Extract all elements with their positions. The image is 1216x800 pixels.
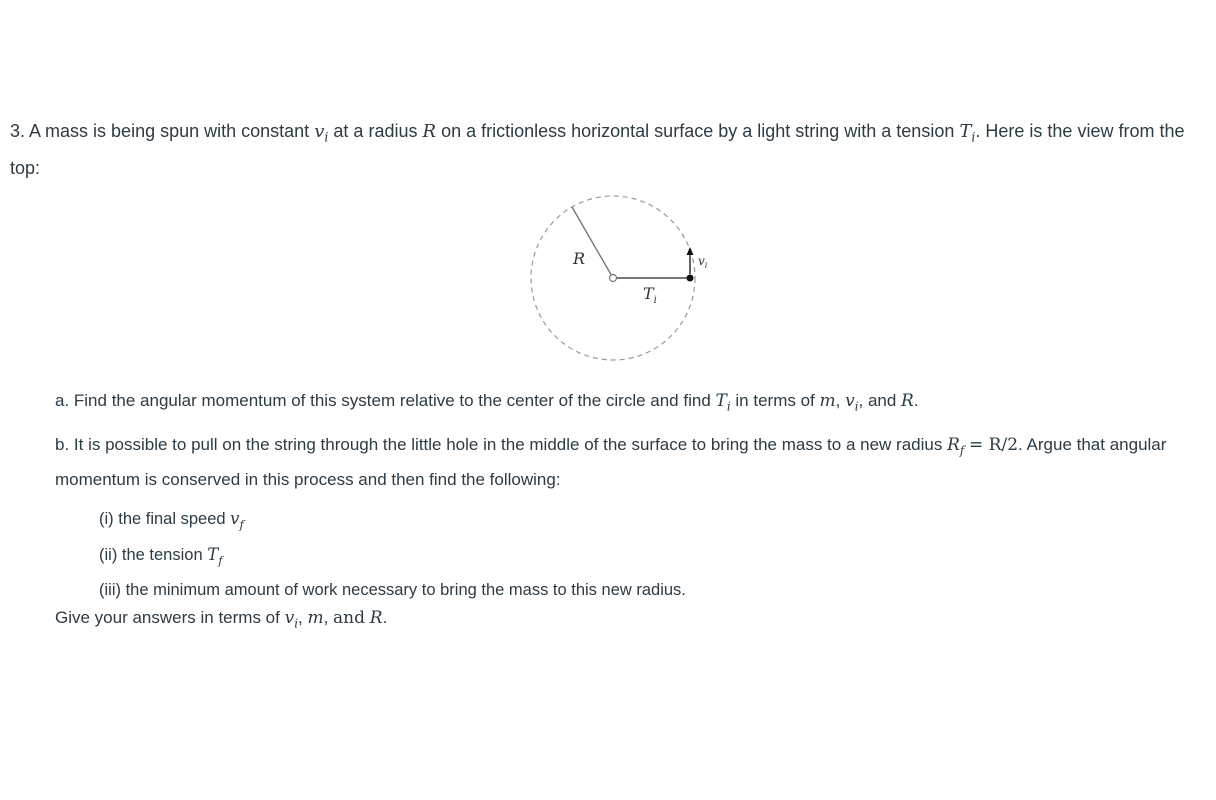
list-item: (i) the final speed $v_f$: [99, 509, 244, 532]
var-R: R: [422, 121, 437, 142]
circle-diagram: [530, 185, 740, 370]
center-hole: [610, 275, 617, 282]
label-R: R: [573, 249, 586, 268]
var-R: R: [901, 391, 914, 411]
var-Ti: $T_i$: [959, 121, 976, 145]
var-vi: $v_i$: [284, 608, 299, 631]
answer-terms: Give your answers in terms of $v_i$, m, and R.: [55, 608, 388, 631]
var-m: m: [307, 608, 324, 628]
label-vi: $v_i$: [698, 254, 708, 270]
part-a: a. Find the angular momentum of this system relative to the center of the circle and find $T_i$ in terms of m, $v_i$, and R.: [55, 391, 919, 414]
list-item: (ii) the tension $T_f$: [99, 544, 223, 568]
var-m: m: [819, 391, 836, 411]
var-Rf: $R_f$: [947, 435, 965, 458]
var-vi: $v_i$: [845, 391, 859, 414]
part-b: b. It is possible to pull on the string through the little hole in the middle of the surface to bring the mass to a new radius $R_f = R/2$. Argue that angular momentum is conserved in this process and then find the following:: [55, 435, 1167, 490]
problem-intro: 3. A mass is being spun with constant $v_i$ at a radius R on a frictionless horizontal surface by a light string with a tension $T_i$. Here is the view from the top:: [10, 121, 1185, 178]
var-vf: $v_f$: [230, 509, 244, 532]
equation-rf: = R/2: [969, 435, 1019, 455]
velocity-arrowhead: [687, 247, 694, 255]
list-item: (iii) the minimum amount of work necessary to bring the mass to this new radius.: [99, 580, 686, 599]
var-vi: $v_i$: [314, 121, 329, 145]
problem-number: 3.: [10, 121, 26, 141]
var-Ti: $T_i$: [715, 391, 731, 414]
mass-dot: [687, 275, 694, 282]
sub-questions: [99, 504, 686, 605]
var-Tf: $T_f$: [207, 544, 223, 568]
label-Ti: $T_i$: [643, 284, 657, 306]
var-R: R: [369, 608, 383, 628]
